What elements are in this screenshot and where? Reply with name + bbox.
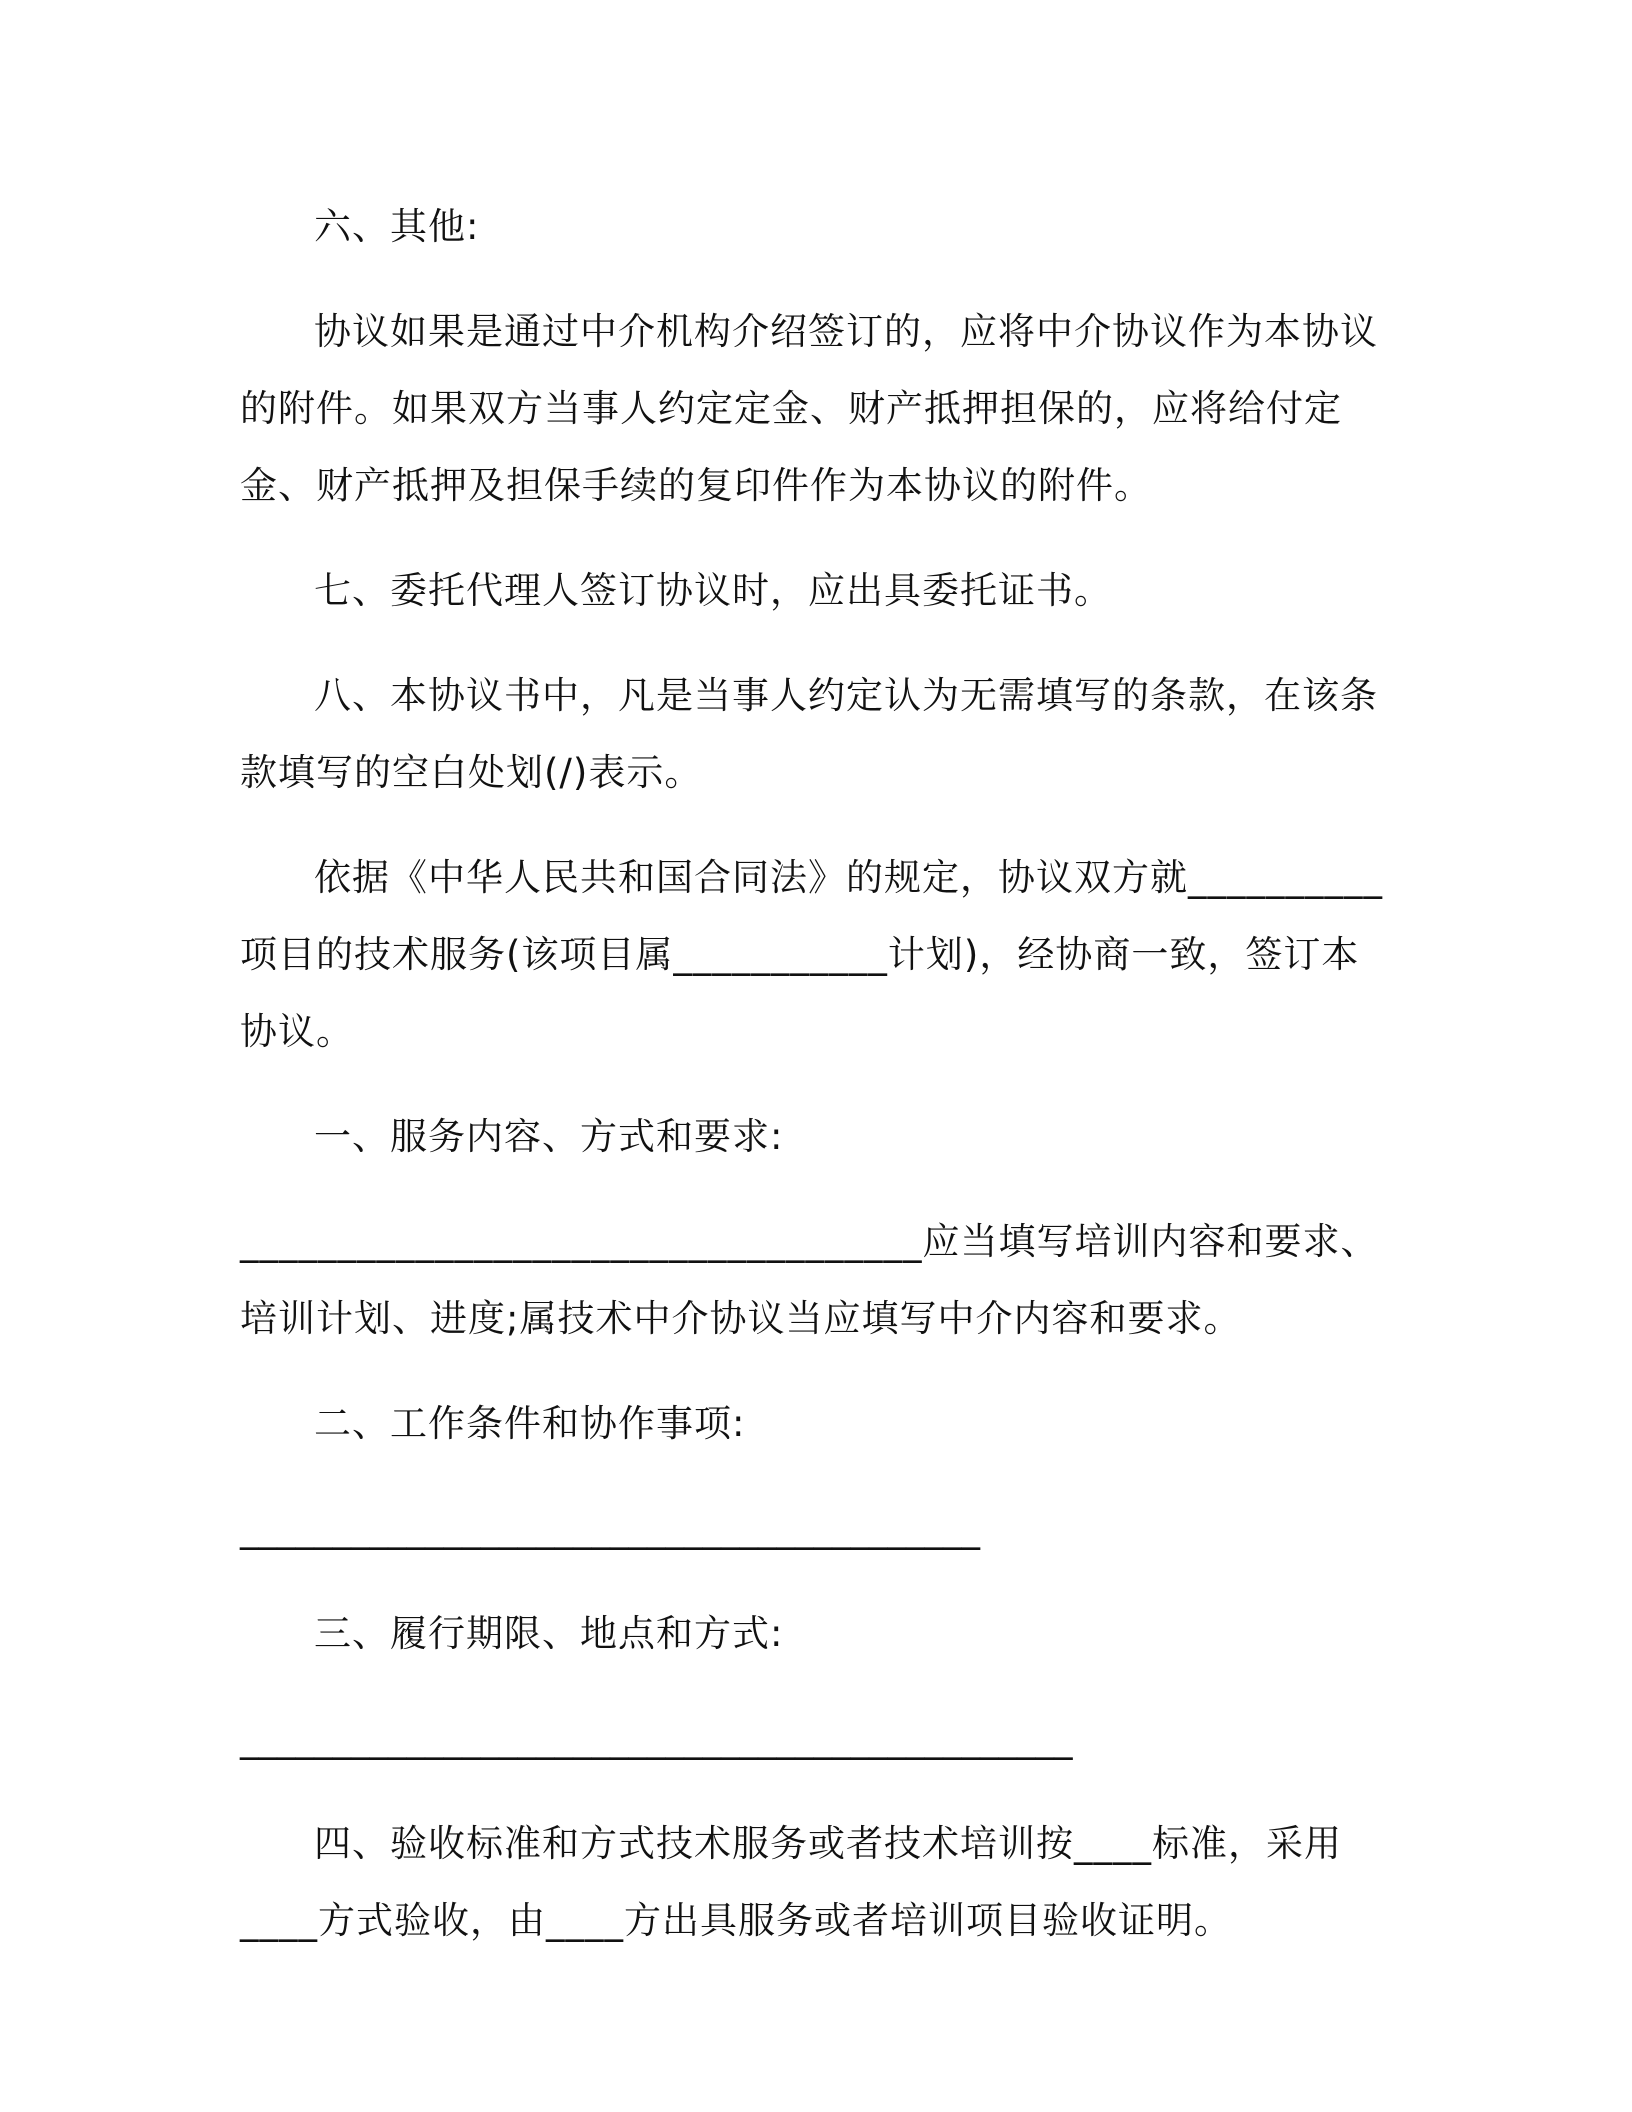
performance-period-heading: 三、履行期限、地点和方式: [314, 1612, 784, 1655]
contract-basis-paragraph: 依据《中华人民共和国合同法》的规定，协议双方就__________项目的技术服务(该项目属___________计划)，经协商一致，签订本协议。 [240, 856, 1383, 1053]
performance-period-blank: _____________________________________________ [240, 1717, 1073, 1760]
section-8-paragraph: 八、本协议书中，凡是当事人约定认为无需填写的条款，在该条款填写的空白处划(/)表示。 [240, 674, 1378, 794]
document-body [240, 188, 1390, 1987]
work-conditions-blank: ________________________________________ [240, 1507, 980, 1550]
section-6-heading: 六、其他: [314, 205, 480, 248]
service-content-body: ___________________________________应当填写培训内容和要求、培训计划、进度;属技术中介协议当应填写中介内容和要求。 [240, 1220, 1379, 1340]
work-conditions-heading: 二、工作条件和协作事项: [314, 1402, 746, 1445]
acceptance-standard-paragraph: 四、验收标准和方式技术服务或者技术培训按____标准，采用____方式验收，由____方出具服务或者培训项目验收证明。 [240, 1822, 1342, 1942]
section-6-body: 协议如果是通过中介机构介绍签订的，应将中介协议作为本协议的附件。如果双方当事人约定定金、财产抵押担保的，应将给付定金、财产抵押及担保手续的复印件作为本协议的附件。 [240, 310, 1378, 507]
service-content-heading: 一、服务内容、方式和要求: [314, 1115, 784, 1158]
section-7-paragraph: 七、委托代理人签订协议时，应出具委托证书。 [314, 569, 1112, 612]
